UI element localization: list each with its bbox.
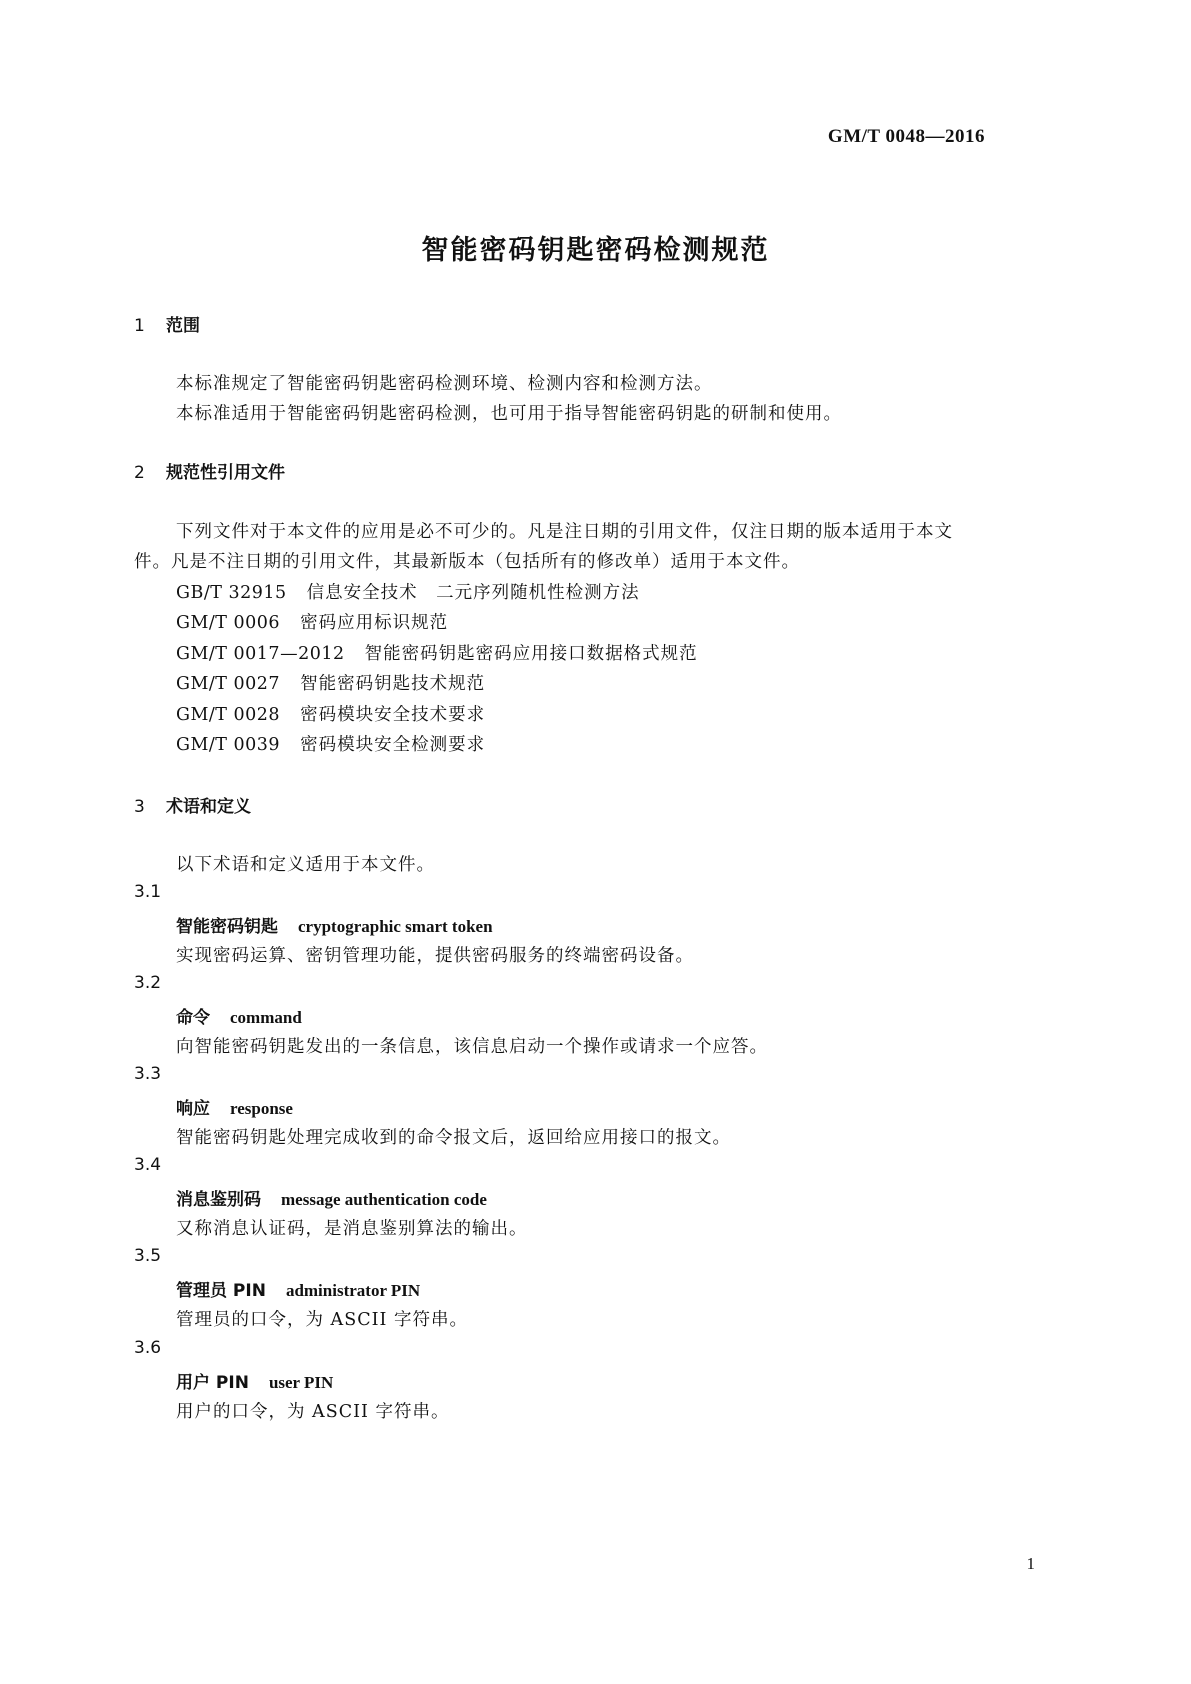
paragraph: 件。凡是不注日期的引用文件，其最新版本（包括所有的修改单）适用于本文件。 — [134, 552, 800, 572]
page-title: 智能密码钥匙密码检测规范 — [421, 235, 770, 266]
term-definition: 又称消息认证码，是消息鉴别算法的输出。 — [176, 1219, 528, 1239]
term-chinese: 命令 — [176, 1008, 210, 1028]
term-chinese: 响应 — [176, 1099, 210, 1119]
term-definition: 管理员的口令，为 ASCII 字符串。 — [176, 1310, 468, 1330]
term-number: 3.1 — [134, 882, 162, 902]
reference-code: GM/T 0017—2012 — [176, 644, 345, 664]
reference-code: GM/T 0039 — [176, 735, 281, 755]
term-english: command — [230, 1008, 302, 1027]
reference-item — [176, 701, 485, 726]
term-definition: 向智能密码钥匙发出的一条信息，该信息启动一个操作或请求一个应答。 — [176, 1037, 768, 1057]
term-definition: 智能密码钥匙处理完成收到的命令报文后，返回给应用接口的报文。 — [176, 1128, 731, 1148]
reference-item — [176, 670, 485, 695]
section-number: 3 — [134, 797, 145, 817]
term-heading — [176, 1185, 487, 1210]
term-english: user PIN — [268, 1373, 334, 1392]
reference-title: 密码应用标识规范 — [300, 613, 449, 633]
section-2-heading — [134, 458, 285, 483]
section-1-heading — [134, 311, 200, 336]
term-definition: 用户的口令，为 ASCII 字符串。 — [176, 1402, 450, 1422]
reference-code: GM/T 0028 — [176, 705, 281, 725]
term-chinese: 用户 PIN — [176, 1373, 249, 1393]
term-english: response — [230, 1099, 293, 1118]
reference-code: GM/T 0027 — [176, 674, 281, 694]
section-title: 规范性引用文件 — [166, 463, 285, 483]
term-english: cryptographic smart token — [298, 917, 493, 936]
reference-title: 智能密码钥匙技术规范 — [300, 674, 486, 694]
section-number: 2 — [134, 463, 145, 483]
term-english: message authentication code — [281, 1190, 487, 1209]
reference-code: GB/T 32915 — [176, 583, 287, 603]
term-heading — [176, 912, 493, 937]
term-chinese: 智能密码钥匙 — [176, 917, 278, 937]
term-number: 3.5 — [134, 1246, 162, 1266]
term-number: 3.6 — [134, 1338, 162, 1358]
reference-item — [176, 640, 698, 665]
section-title: 术语和定义 — [166, 797, 251, 817]
term-heading — [176, 1094, 293, 1119]
term-definition: 实现密码运算、密钥管理功能，提供密码服务的终端密码设备。 — [176, 946, 694, 966]
paragraph: 下列文件对于本文件的应用是必不可少的。凡是注日期的引用文件，仅注日期的版本适用于本文 — [176, 522, 953, 542]
term-heading — [176, 1003, 302, 1028]
term-number: 3.2 — [134, 973, 162, 993]
reference-title: 智能密码钥匙密码应用接口数据格式规范 — [364, 644, 698, 664]
reference-item — [176, 609, 448, 634]
section-title: 范围 — [166, 316, 200, 336]
reference-title: 密码模块安全检测要求 — [300, 735, 486, 755]
term-heading — [176, 1276, 420, 1301]
section-number: 1 — [134, 316, 145, 336]
term-number: 3.3 — [134, 1064, 162, 1084]
reference-title: 密码模块安全技术要求 — [300, 705, 486, 725]
reference-title: 信息安全技术 二元序列随机性检测方法 — [306, 583, 640, 603]
paragraph: 本标准规定了智能密码钥匙密码检测环境、检测内容和检测方法。 — [176, 374, 713, 394]
standard-code: GM/T 0048—2016 — [827, 126, 985, 147]
reference-item — [176, 731, 485, 756]
page-number: 1 — [1026, 1554, 1035, 1573]
term-english: administrator PIN — [285, 1281, 421, 1300]
term-chinese: 消息鉴别码 — [176, 1190, 261, 1210]
term-heading — [176, 1368, 333, 1393]
term-chinese: 管理员 PIN — [176, 1281, 266, 1301]
section-3-heading — [134, 792, 251, 817]
reference-item — [176, 579, 640, 604]
term-number: 3.4 — [134, 1155, 162, 1175]
paragraph: 本标准适用于智能密码钥匙密码检测，也可用于指导智能密码钥匙的研制和使用。 — [176, 404, 842, 424]
reference-code: GM/T 0006 — [176, 613, 281, 633]
paragraph: 以下术语和定义适用于本文件。 — [176, 855, 435, 875]
